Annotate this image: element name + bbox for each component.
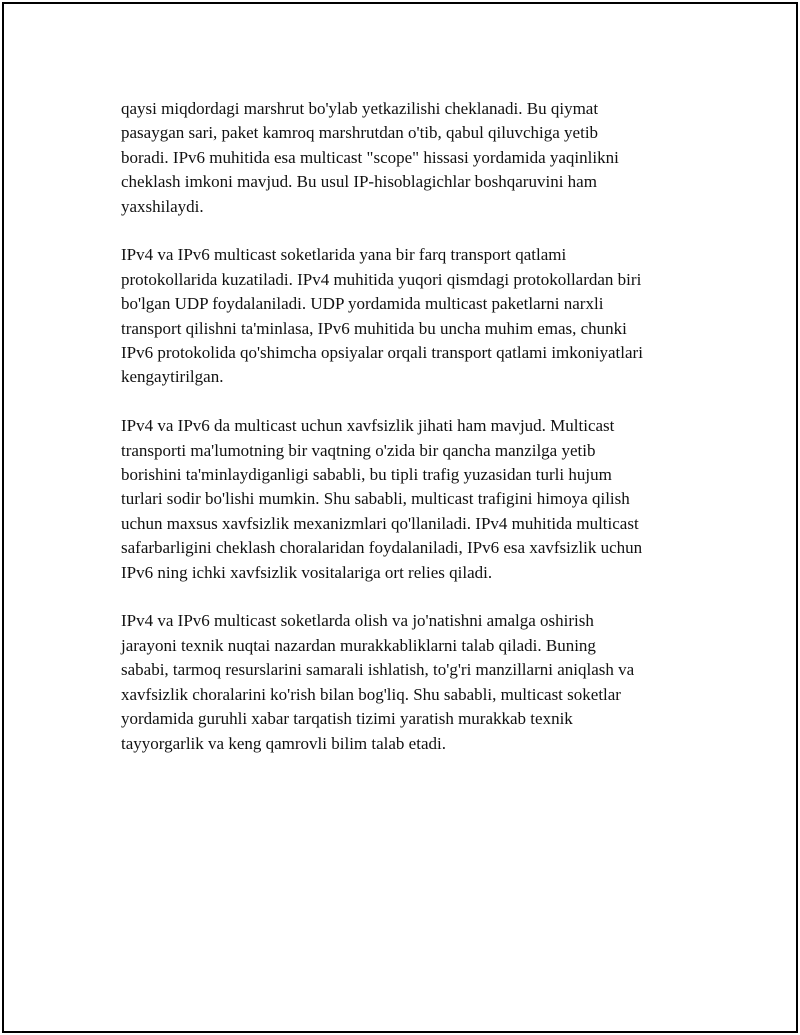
text-line: IPv4 va IPv6 da multicast uchun xavfsizlik jihati ham mavjud. Multicast xyxy=(121,416,615,436)
text-line: pasaygan sari, paket kamroq marshrutdan o'tib, qabul qiluvchiga yetib xyxy=(121,123,599,143)
paragraph-1 xyxy=(121,97,701,219)
text-line: yordamida guruhli xabar tarqatish tizimi yaratish murakkab texnik xyxy=(121,709,573,729)
text-line: transport qilishni ta'minlasa, IPv6 muhitida bu uncha muhim emas, chunki xyxy=(121,318,627,338)
text-line: qaysi miqdordagi marshrut bo'ylab yetkazilishi cheklanadi. Bu qiymat xyxy=(121,99,599,118)
text-line: safarbarligini cheklash choralaridan foydalaniladi, IPv6 esa xavfsizlik uchun xyxy=(121,538,643,558)
text-line: yaxshilaydi. xyxy=(121,196,204,216)
text-line: xavfsizlik choralarini ko'rish bilan bog'liq. Shu sababli, multicast soketlar xyxy=(121,684,621,704)
text-line: IPv4 va IPv6 multicast soketlarida yana bir farq transport qatlami xyxy=(121,245,567,265)
text-line: uchun maxsus xavfsizlik mexanizmlari qo'llaniladi. IPv4 muhitida multicast xyxy=(121,513,639,533)
text-line: protokollarida kuzatiladi. IPv4 muhitida yuqori qismdagi protokollardan biri xyxy=(121,269,642,289)
page-frame xyxy=(2,2,798,1033)
document-body xyxy=(121,97,701,780)
text-line: sababi, tarmoq resurslarini samarali ishlatish, to'g'ri manzillarni aniqlash va xyxy=(121,660,635,680)
text-line: jarayoni texnik nuqtai nazardan murakkabliklarni talab qiladi. Buning xyxy=(121,635,596,655)
text-line: IPv6 protokolida qo'shimcha opsiyalar orqali transport qatlami imkoniyatlari xyxy=(121,343,643,363)
text-line: kengaytirilgan. xyxy=(121,367,224,387)
text-line: bo'lgan UDP foydalaniladi. UDP yordamida multicast paketlarni narxli xyxy=(121,294,604,314)
text-line: boradi. IPv6 muhitida esa multicast "scope" hissasi yordamida yaqinlikni xyxy=(121,147,619,167)
text-line: IPv6 ning ichki xavfsizlik vositalariga ort relies qiladi. xyxy=(121,562,493,582)
paragraph-2 xyxy=(121,243,701,389)
text-line: IPv4 va IPv6 multicast soketlarda olish va jo'natishni amalga oshirish xyxy=(121,611,594,631)
text-line: cheklash imkoni mavjud. Bu usul IP-hisoblagichlar boshqaruvini ham xyxy=(121,172,597,192)
text-line: borishini ta'minlaydiganligi sababli, bu tipli trafig yuzasidan turli hujum xyxy=(121,465,612,485)
text-line: transporti ma'lumotning bir vaqtning o'zida bir qancha manzilga yetib xyxy=(121,440,596,460)
paragraph-3 xyxy=(121,414,701,585)
paragraph-4 xyxy=(121,609,701,755)
text-line: turlari sodir bo'lishi mumkin. Shu sababli, multicast trafigini himoya qilish xyxy=(121,489,630,509)
text-line: tayyorgarlik va keng qamrovli bilim talab etadi. xyxy=(121,733,446,753)
